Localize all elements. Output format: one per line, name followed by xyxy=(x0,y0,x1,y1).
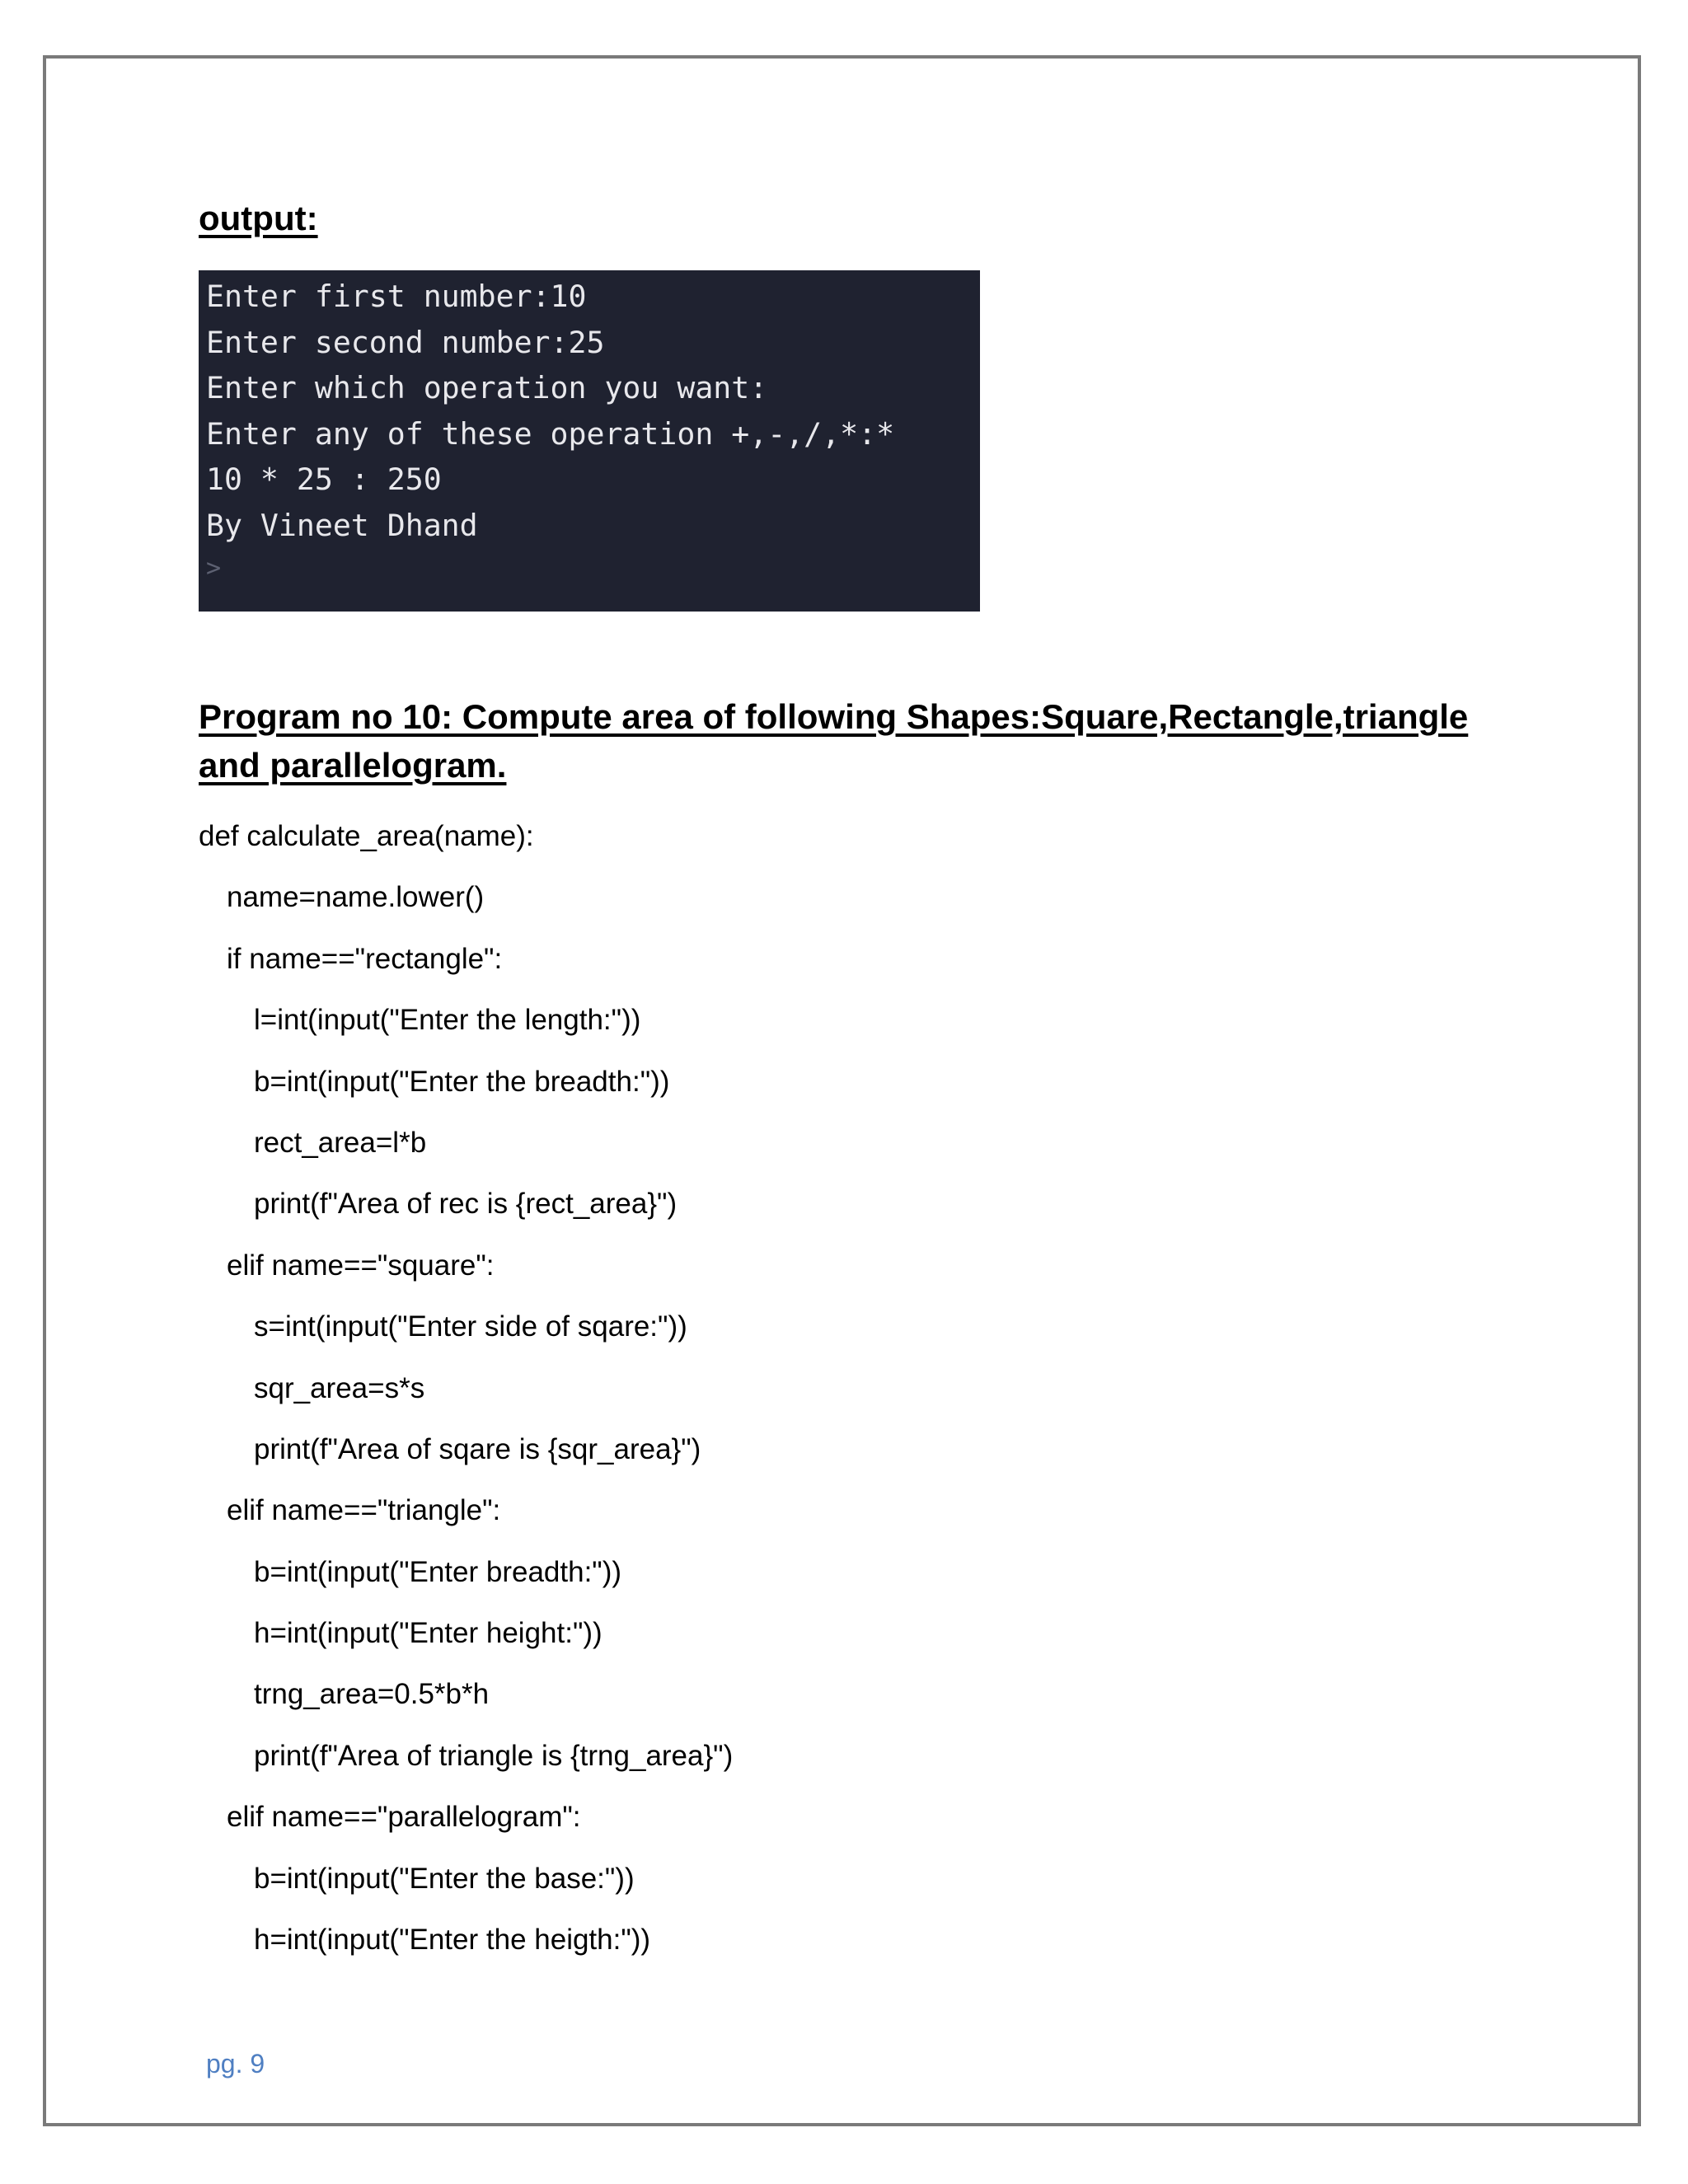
terminal-line: By Vineet Dhand xyxy=(206,507,478,543)
code-line: elif name=="square": xyxy=(227,1249,495,1282)
program-heading: Program no 10: Compute area of following Shapes:Square,Rectangle,triangle and parallelogram. xyxy=(199,697,1469,785)
code-listing xyxy=(199,816,733,1980)
page-number: pg. 9 xyxy=(206,2049,265,2079)
terminal-line: 10 * 25 : 250 xyxy=(206,462,442,497)
code-line: b=int(input("Enter the breadth:")) xyxy=(254,1065,670,1098)
code-line: elif name=="triangle": xyxy=(227,1494,501,1527)
code-line: b=int(input("Enter the base:")) xyxy=(254,1862,635,1895)
terminal-output xyxy=(199,270,980,612)
code-line: trng_area=0.5*b*h xyxy=(254,1678,490,1711)
code-line: s=int(input("Enter side of sqare:")) xyxy=(254,1310,687,1343)
output-heading: output: xyxy=(199,199,318,237)
code-line: sqr_area=s*s xyxy=(254,1371,425,1404)
terminal-line: Enter any of these operation +,-,/,*:* xyxy=(206,415,895,452)
code-line: b=int(input("Enter breadth:")) xyxy=(254,1555,622,1588)
code-line: h=int(input("Enter height:")) xyxy=(254,1617,603,1650)
terminal-prompt: > xyxy=(206,554,222,583)
code-line: elif name=="parallelogram": xyxy=(227,1801,581,1834)
terminal-line: Enter second number:25 xyxy=(206,324,605,360)
code-line: print(f"Area of rec is {rect_area}") xyxy=(254,1188,678,1221)
code-line: if name=="rectangle": xyxy=(227,942,503,975)
code-line: rect_area=l*b xyxy=(254,1126,427,1159)
terminal-line: Enter first number:10 xyxy=(206,279,587,314)
code-line: h=int(input("Enter the heigth:")) xyxy=(254,1924,651,1957)
code-line: name=name.lower() xyxy=(227,881,485,914)
terminal-line: Enter which operation you want: xyxy=(206,370,768,405)
code-line: def calculate_area(name): xyxy=(199,820,534,852)
code-line: print(f"Area of sqare is {sqr_area}") xyxy=(254,1432,701,1465)
code-line: print(f"Area of triangle is {trng_area}") xyxy=(254,1739,734,1772)
code-line: l=int(input("Enter the length:")) xyxy=(254,1004,641,1037)
